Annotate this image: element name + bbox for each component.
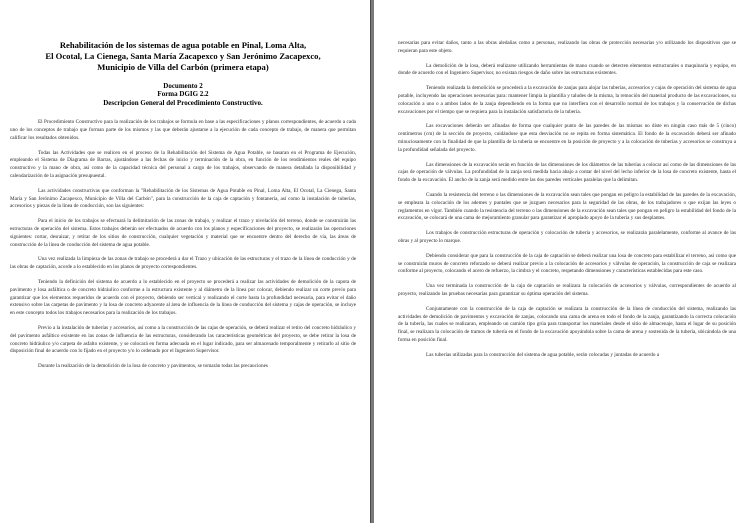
document-form: Forma DGIG 2.2 <box>157 90 209 99</box>
left-paragraph-5: Una vez realizada la limpieza de las zonas de trabajo se procederá a dar el Trazo y ubicación de las estructuras y el trazo de la línea de conducción y de las obras de captación, acorde a lo establecido en los planos de proyecto correspondientes. <box>10 256 356 271</box>
page-left <box>0 0 371 523</box>
right-paragraph-8: Debiendo considerar que para la construcción de la caja de captación se deberá realizar una losa de concreto para estabilizar el terreno, así como que se construirán muros de concreto reforzado se deberá realizar previo a la colocación de accesorios y válvulas de operación, la construcción de caja se realizara conforme al proyecto, colocando el acero de refuerzo, la cimbra y el concreto, respetando dimensiones y características establecidas para este caso. <box>398 252 736 275</box>
left-paragraph-4: Para el inicio de los trabajos se efectuará la delimitación de las zonas de trabajo, y realizar el trazo y nivelación del terreno, donde se construirán las estructuras de operación del sistema. Estos trabajos deberán ser efectuados de acuerdo con los planos y especificaciones del proyecto, se realizarán las operaciones siguientes: cortar, desraizar, y retirar de los sitios de construcción, cualquier vegetación y material que se encuentre dentro del derecho de vía, las áreas de construcción de la línea de conducción del sistema de agua potable. <box>10 218 356 248</box>
right-paragraph-11: Las tuberías utilizadas para la construcción del sistema de agua potable, serán colocadas y juntadas de acuerdo a <box>426 351 660 358</box>
left-paragraph-8: Durante la realización de la demolición de la losa de concreto y pavimentos, se tomarán todas las precauciones <box>38 363 268 370</box>
page-right <box>374 0 750 523</box>
right-paragraph-3: Teniendo realizada la demolición se procederá a la excavación de zanjas para alojar las tuberías, accesorios y cajas de operación del sistema de agua potable, incluyendo las operaciones necesarias para: mantener limpia la plantilla y taludes de la misma, la remoción del material producto de las excavaciones, su colocación a uno o a ambos lados de la zanja dependiendo en la forma que no interfiera con el desarrollo normal de los trabajos y la conservación de dichas excavaciones por el tiempo que se requiera para la instalación satisfactoria de la tubería. <box>398 85 736 115</box>
document-number: Documento 2 <box>163 82 203 90</box>
left-paragraph-3: Las actividades constructivas que conforman la "Rehabilitación de los Sistemas de Agua Potable en Pinal, Loma Alta, El Ocotal, La Cienega, Santa María y San Jerónimo Zacapexco, Municipio de Villa del Carbón", para la construcción de la caja de captación y fontanería, así como la instalación de tuberías, accesorios y piezas de la línea de conducción, son las siguientes: <box>10 187 356 210</box>
left-paragraph-2: Todas las Actividades que se realicen en el proceso de la Rehabilitación del Sistema de Agua Potable, se basaran en el Programa de Ejecución, empleando el Sistema de Diagrama de Barras, ajustándose a las fechas de inicio y terminación de la obra, en función de los rendimientos reales del equipo constructivo y la mano de obra, así como de la capacidad técnica del personal a cargo de los trabajos, observando de manera detallada la disponibilidad y calendarización de la asignación presupuestal. <box>10 149 356 179</box>
document-subtitle: Descripcion General del Procedimiento Constructivo. <box>103 98 263 107</box>
right-paragraph-4: Las excavaciones deberán ser afinadas de forma que cualquier punto de las paredes de las mismas no diste en ningún caso más de 5 (cinco) centímetros (cm) de la sección de proyecto, cuidándose que esta desviación no se repita en forma sistemática. El fondo de la excavación deberá ser afinado minuciosamente con la finalidad de que la plantilla de la tubería se encuentre en la posición de proyecto y a la colocación de tuberías y accesorios se construya a la profundidad señalada del proyecto. <box>398 123 736 153</box>
document-title-line-2: El Ocotal, La Cienega, Santa María Zacapexco y San Jerónimo Zacapexco, <box>45 51 321 61</box>
right-paragraph-5: Las dimensiones de la excavación serán en función de las dimensiones de los diámetros de las tuberías a colocar así como de las dimensiones de las cajas de operación de válvulas. La profundidad de la zanja será medida hacia abajo a contar del nivel del lecho inferior de la losa de concreto existente, hasta el fondo de la excavación. El ancho de la zanja será medido entre las dos paredes verticales paralelas que la delimitan. <box>398 161 736 184</box>
right-paragraph-6: Cuando la resistencia del terreno o las dimensiones de la excavación sean tales que pongan en peligro la estabilidad de las paredes de la excavación, se empleara la colocación de los ademes y puntales que se juzguen necesarios para la seguridad de las obras, de los trabajadores o que exijan las leyes o reglamentos en vigor. También cuando la resistencia del terreno o las dimensiones de la excavación sean tales que pongan en peligro la estabilidad del fondo de la excavación, se colocará de una cama de mejoramiento granular para garantizar el apropiado apoyo de la tubería y sus desplantes. <box>398 191 736 222</box>
right-paragraph-9: Una vez terminada la construcción de la caja de captación se realizara la colocación de accesorios y válvulas, correspondientes de acuerdo al proyecto, realizando las pruebas necesarias para garantizar su óptima operación del sistema. <box>398 283 736 297</box>
document-title-line-1: Rehabilitación de los sistemas de agua potable en Pinal, Loma Alta, <box>59 40 307 50</box>
left-paragraph-6: Teniendo la definición del sistema de acuerdo a lo establecido en el proyecto se procederá a realizar las actividades de demolición de la capota de pavimento y losa asfáltica o de concreto hidráulico conforme a la estructura existente y al diámetro de la línea por colocar, debiendo realizar un corte previo para garantizar que los elementos requeridos de acuerdo con el proyecto, debiendo ser vertical y realizando el corte hasta la profundidad necesaria, para evitar el daño extensivo sobre las carpetas de pavimento y la losa de concreto adyacente al área de influencia de la línea de conducción del sistema y cajas de operación, se incluye en este concepto todos los trabajos necesarios para la realización de los trabajos. <box>10 278 356 317</box>
document-title-line-3: Municipio de Villa del Carbón (primera etapa) <box>97 62 269 72</box>
right-paragraph-10: Conjuntamente con la construcción de la caja de captación se realizara la construcción de la línea de conducción del sistema, realizando las actividades de demolición de pavimentos y excavación de zanjas, colocando una cama de arena en todo el fondo de la zanja, garantizando la correcta colocación de la tubería, las cuales se realizaran, empleando un camión tipo grúa para transportar los materiales desde el sitio de almacenaje, hasta el lugar de su posición final, se realizara la colocación de tramos de tubería en el fondo de la excavación apoyándola sobre la cama de arena y sostenida de la tubería, ubicándola de una forma en posición final. <box>398 305 736 343</box>
left-paragraph-1: El Procedimiento Constructivo para la realización de los trabajos se formula en base a las especificaciones y planos correspondientes, de acuerdo a cada uno de los conceptos de trabajo que forman parte de los mismos y las que deberán ajustarse a la ejecución de cada concepto de trabajo, de manera que permitan calificar los resultados obtenidos. <box>10 119 356 141</box>
left-paragraph-7: Previo a la instalación de tuberías y accesorios, así como a la construcción de las cajas de operación, se deberá realizar el retiro del concreto hidráulico y del pavimento asfáltico existente en las zonas de influencia de las estructuras, considerando las características geométricas del proyecto, se debe retirar la losa de concreto hidráulico y/o carpeta de asfalto existente, y se colocará en forma adecuada en el lugar indicado, para ser almacenado temporalmente y retirarlo al sitio de disposición final de acuerdo con lo fijado en el proyecto y/o lo ordenado por el Ingeniero Supervisor. <box>10 324 356 355</box>
right-paragraph-2: La demolición de la losa, deberá realizarse utilizando herramientas de mano cuando se detecten elementos estructurales o maquinaria y equipo, en donde de acuerdo con el Ingeniero Supervisor, no existan riesgos de daño sobre las estructuras existentes. <box>398 62 736 77</box>
right-paragraph-7: Los trabajos de construcción estructuras de operación y colocación de tubería y accesorios, se realizarán paralelamente, conforme al avance de las obras y al proyecto lo marque. <box>398 230 736 244</box>
right-paragraph-1: necesarias para evitar daños, tanto a las obras aledañas como a personas, realizando las obras de protección necesarias y/o utilizando los dispositivos que se requieran para este objeto. <box>398 40 736 54</box>
